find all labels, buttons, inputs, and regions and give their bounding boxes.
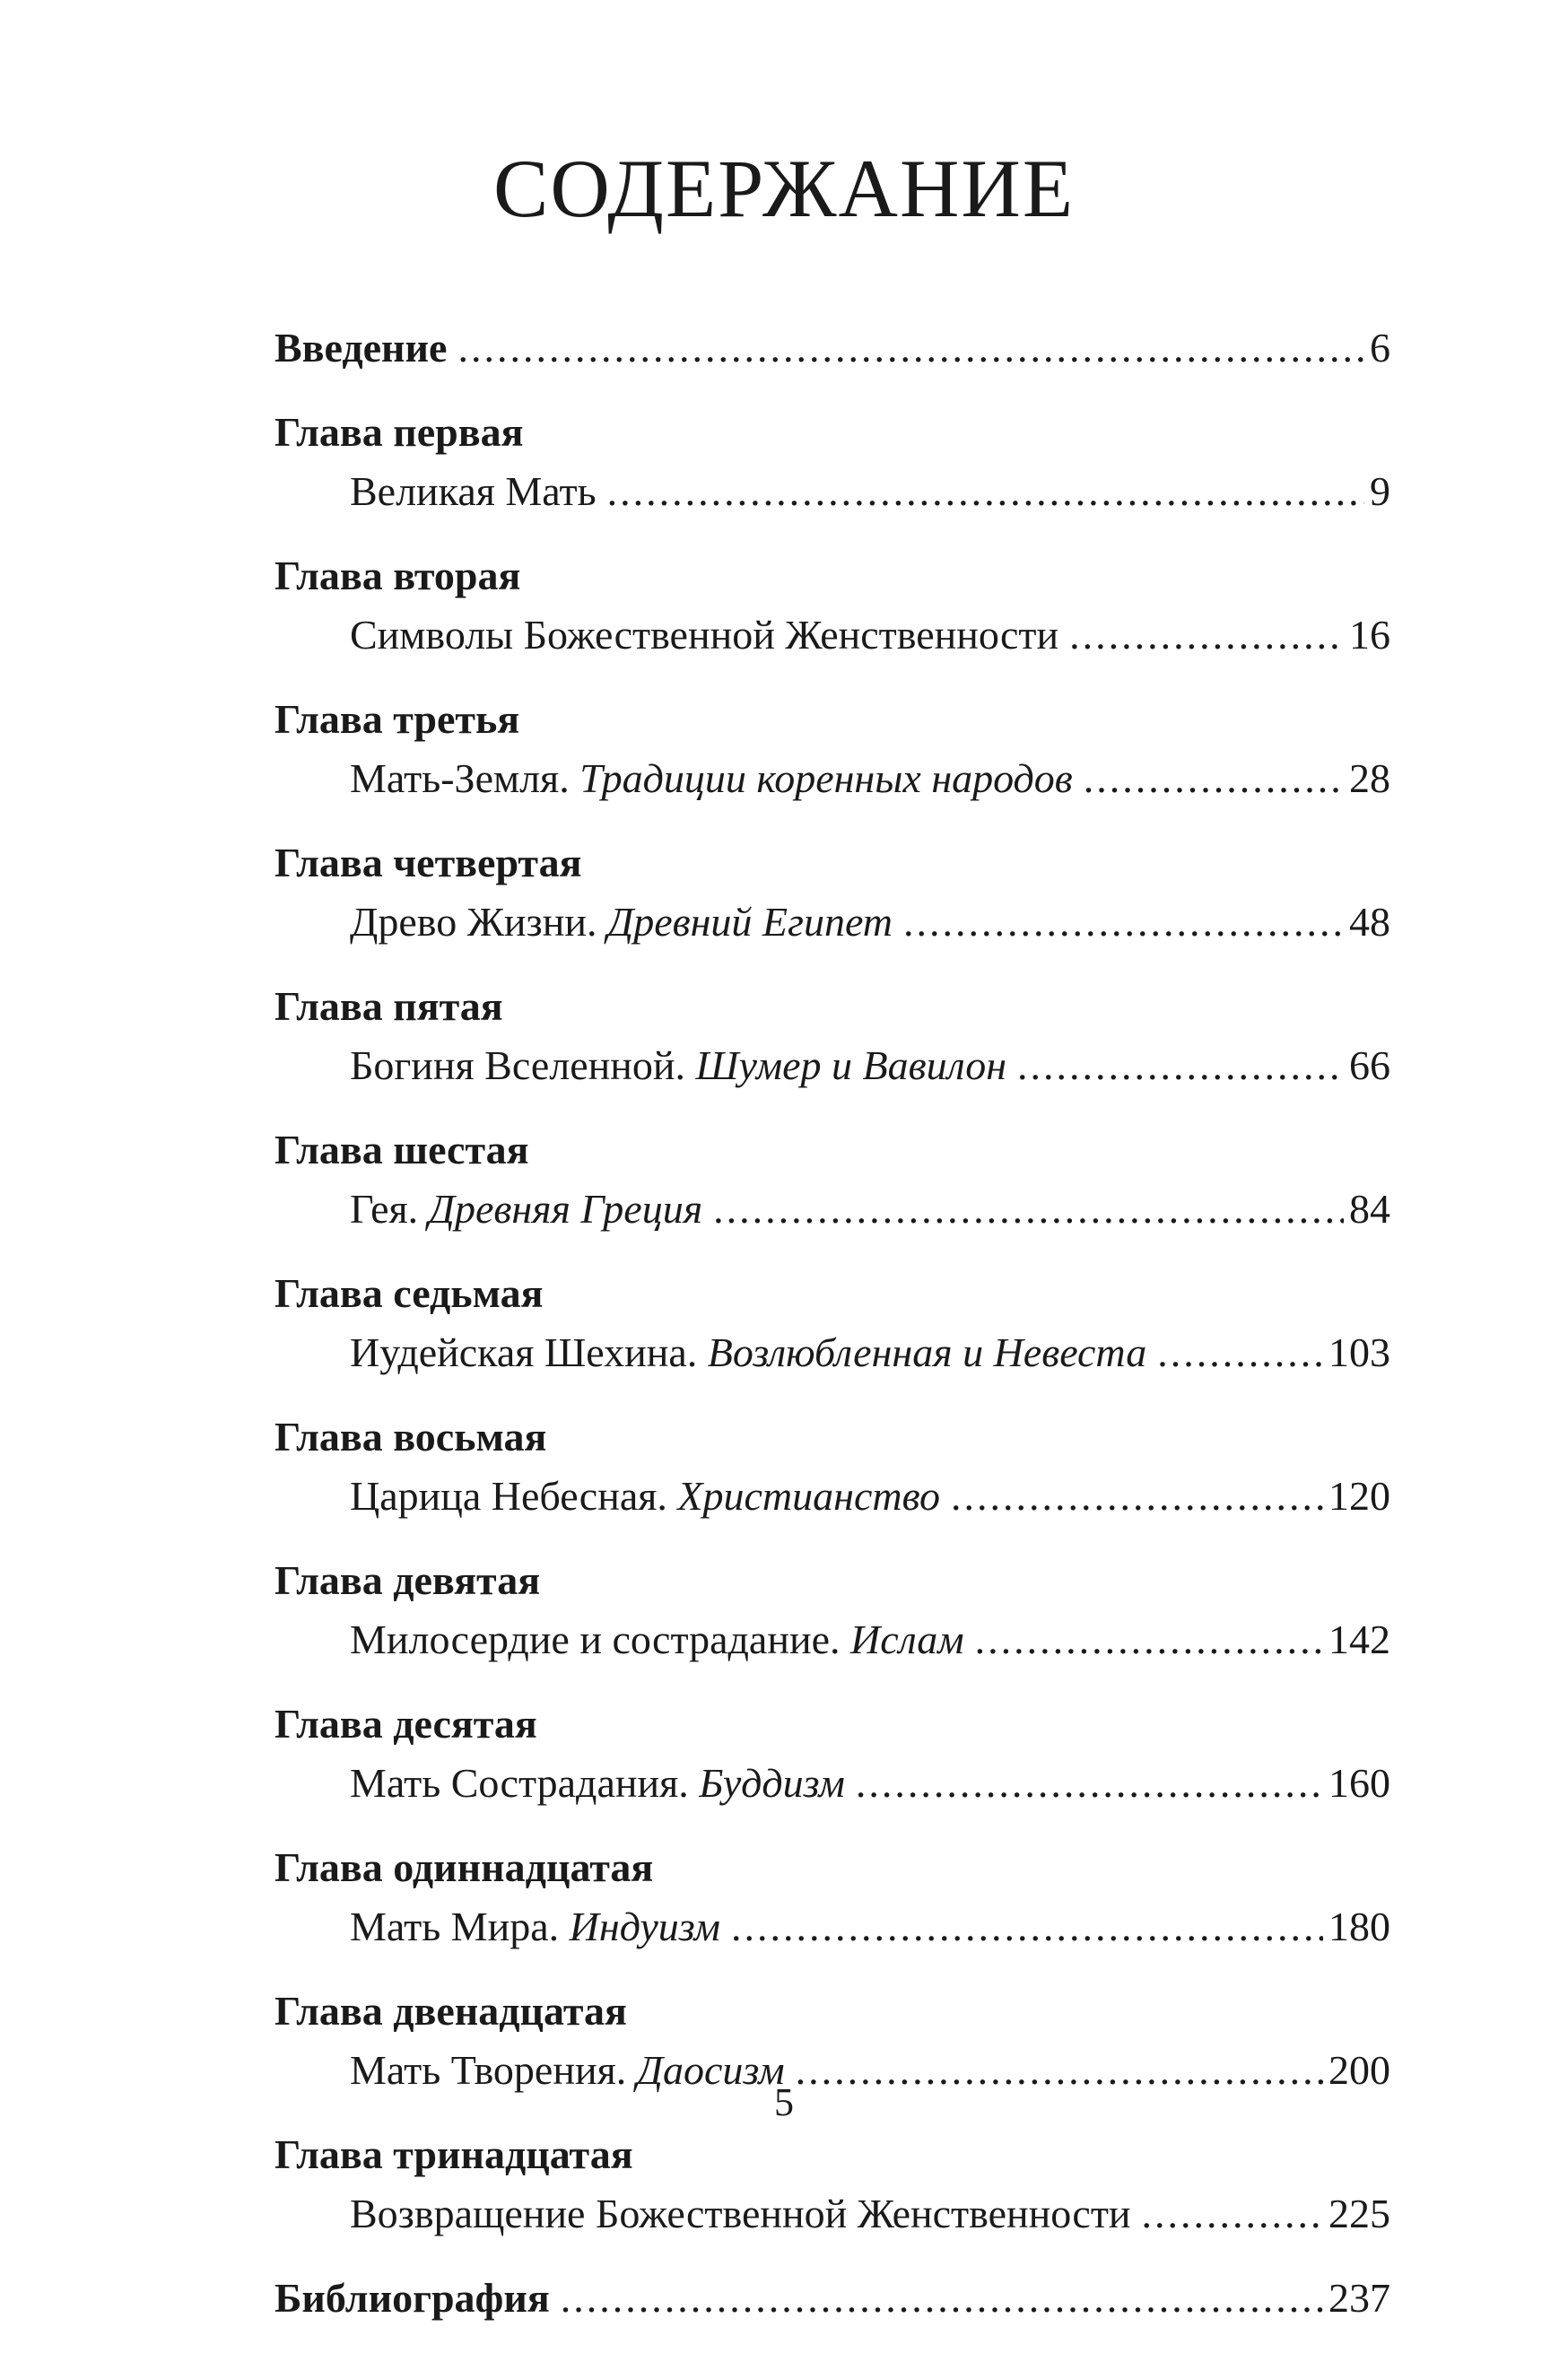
toc-row [274, 893, 1390, 952]
toc-entry-title: Богиня Вселенной. Шумер и Вавилон [350, 1042, 1007, 1088]
toc-page-number: 200 [1328, 2047, 1390, 2093]
toc-entry-chapter-13[interactable] [274, 2125, 1390, 2244]
toc-page-number: 84 [1349, 1186, 1390, 1232]
toc-page-number: 66 [1349, 1042, 1390, 1088]
toc-row [274, 1897, 1390, 1956]
table-of-contents [274, 318, 1390, 2353]
toc-page-number: 28 [1349, 755, 1390, 801]
toc-page-number: 120 [1328, 1473, 1390, 1519]
toc-row [274, 749, 1390, 808]
toc-entry-title: Мать Мира. Индуизм [350, 1904, 720, 1949]
dot-leader [731, 1897, 1323, 1956]
toc-entry-subtitle: Христианство [677, 1473, 940, 1519]
toc-entry-subtitle: Ислам [850, 1617, 964, 1662]
chapter-heading: Глава пятая [274, 983, 503, 1029]
toc-entry-chapter-8[interactable] [274, 1407, 1390, 1526]
toc-row [274, 606, 1390, 665]
toc-row [274, 1323, 1390, 1382]
dot-leader [713, 1180, 1344, 1239]
toc-page-number: 160 [1328, 1760, 1390, 1806]
dot-leader [951, 1467, 1323, 1526]
dot-leader [1084, 749, 1344, 808]
toc-entry-chapter-3[interactable] [274, 690, 1390, 808]
toc-entry-title: Введение [274, 325, 448, 370]
toc-row [274, 2269, 1390, 2328]
dot-leader [561, 2269, 1323, 2328]
toc-entry-chapter-10[interactable] [274, 1695, 1390, 1813]
toc-entry-title: Библиография [274, 2275, 550, 2321]
toc-entry-introduction[interactable] [274, 318, 1390, 378]
toc-row [274, 1754, 1390, 1813]
toc-row [274, 1467, 1390, 1526]
chapter-heading: Глава первая [274, 409, 524, 455]
toc-entry-title: Мать Сострадания. Буддизм [350, 1760, 845, 1806]
toc-page-number: 225 [1328, 2191, 1390, 2236]
page-title: СОДЕРЖАНИЕ [492, 143, 1076, 234]
toc-entry-subtitle: Буддизм [699, 1760, 845, 1806]
toc-entry-subtitle: Древний Египет [606, 899, 893, 945]
toc-row [274, 1610, 1390, 1669]
toc-page-number: 237 [1328, 2275, 1390, 2321]
dot-leader [1017, 1036, 1344, 1095]
dot-leader [856, 1754, 1323, 1813]
chapter-heading: Глава десятая [274, 1701, 537, 1747]
toc-entry-chapter-5[interactable] [274, 977, 1390, 1095]
toc-entry-chapter-6[interactable] [274, 1120, 1390, 1239]
page-number: 5 [774, 2080, 794, 2124]
toc-row [274, 462, 1390, 521]
toc-entry-chapter-2[interactable] [274, 546, 1390, 665]
chapter-heading: Глава восьмая [274, 1414, 547, 1460]
toc-page-number: 6 [1370, 325, 1390, 370]
toc-entry-subtitle: Древняя Греция [428, 1186, 703, 1232]
toc-entry-title: Мать-Земля. Традиции коренных народов [350, 755, 1073, 801]
dot-leader [1142, 2184, 1323, 2244]
dot-leader [457, 318, 1364, 378]
toc-page-number: 103 [1328, 1329, 1390, 1375]
toc-entry-title: Царица Небесная. Христианство [350, 1473, 940, 1519]
toc-entry-chapter-1[interactable] [274, 403, 1390, 521]
toc-entry-title: Древо Жизни. Древний Египет [350, 899, 893, 945]
toc-entry-subtitle: Возлюбленная и Невеста [707, 1329, 1147, 1375]
chapter-heading: Глава тринадцатая [274, 2131, 633, 2177]
toc-page-number: 48 [1349, 899, 1390, 945]
toc-entry-title: Мать Творения. Даосизм [350, 2047, 785, 2093]
toc-entry-title: Гея. Древняя Греция [350, 1186, 703, 1232]
toc-row [274, 318, 1390, 378]
toc-page-number: 180 [1328, 1904, 1390, 1949]
dot-leader [607, 462, 1364, 521]
toc-entry-title: Великая Мать [350, 468, 597, 514]
chapter-heading: Глава девятая [274, 1557, 541, 1603]
toc-entry-chapter-9[interactable] [274, 1551, 1390, 1669]
chapter-heading: Глава двенадцатая [274, 1988, 627, 2034]
toc-entry-title: Возвращение Божественной Женственности [350, 2191, 1131, 2236]
chapter-heading: Глава шестая [274, 1127, 529, 1172]
toc-entry-title: Символы Божественной Женственности [350, 612, 1059, 658]
toc-page-number: 16 [1349, 612, 1390, 658]
toc-entry-chapter-7[interactable] [274, 1264, 1390, 1382]
toc-row [274, 1180, 1390, 1239]
toc-row [274, 2184, 1390, 2244]
toc-entry-bibliography[interactable] [274, 2269, 1390, 2328]
toc-entry-chapter-11[interactable] [274, 1838, 1390, 1956]
chapter-heading: Глава вторая [274, 553, 521, 598]
dot-leader [1069, 606, 1344, 665]
dot-leader [975, 1610, 1323, 1669]
dot-leader [1157, 1323, 1323, 1382]
toc-page-number: 142 [1328, 1617, 1390, 1662]
toc-row [274, 1036, 1390, 1095]
chapter-heading: Глава третья [274, 696, 520, 742]
toc-entry-chapter-4[interactable] [274, 833, 1390, 952]
chapter-heading: Глава седьмая [274, 1270, 544, 1316]
toc-page-number: 9 [1370, 468, 1390, 514]
toc-entry-subtitle: Традиции коренных народов [579, 755, 1073, 801]
toc-entry-subtitle: Даосизм [636, 2047, 785, 2093]
toc-entry-title: Иудейская Шехина. Возлюбленная и Невеста [350, 1329, 1147, 1375]
chapter-heading: Глава четвертая [274, 840, 582, 885]
chapter-heading: Глава одиннадцатая [274, 1844, 654, 1890]
dot-leader [903, 893, 1344, 952]
toc-entry-subtitle: Шумер и Вавилон [695, 1042, 1007, 1088]
toc-entry-title: Милосердие и сострадание. Ислам [350, 1617, 964, 1662]
toc-entry-subtitle: Индуизм [569, 1904, 720, 1949]
